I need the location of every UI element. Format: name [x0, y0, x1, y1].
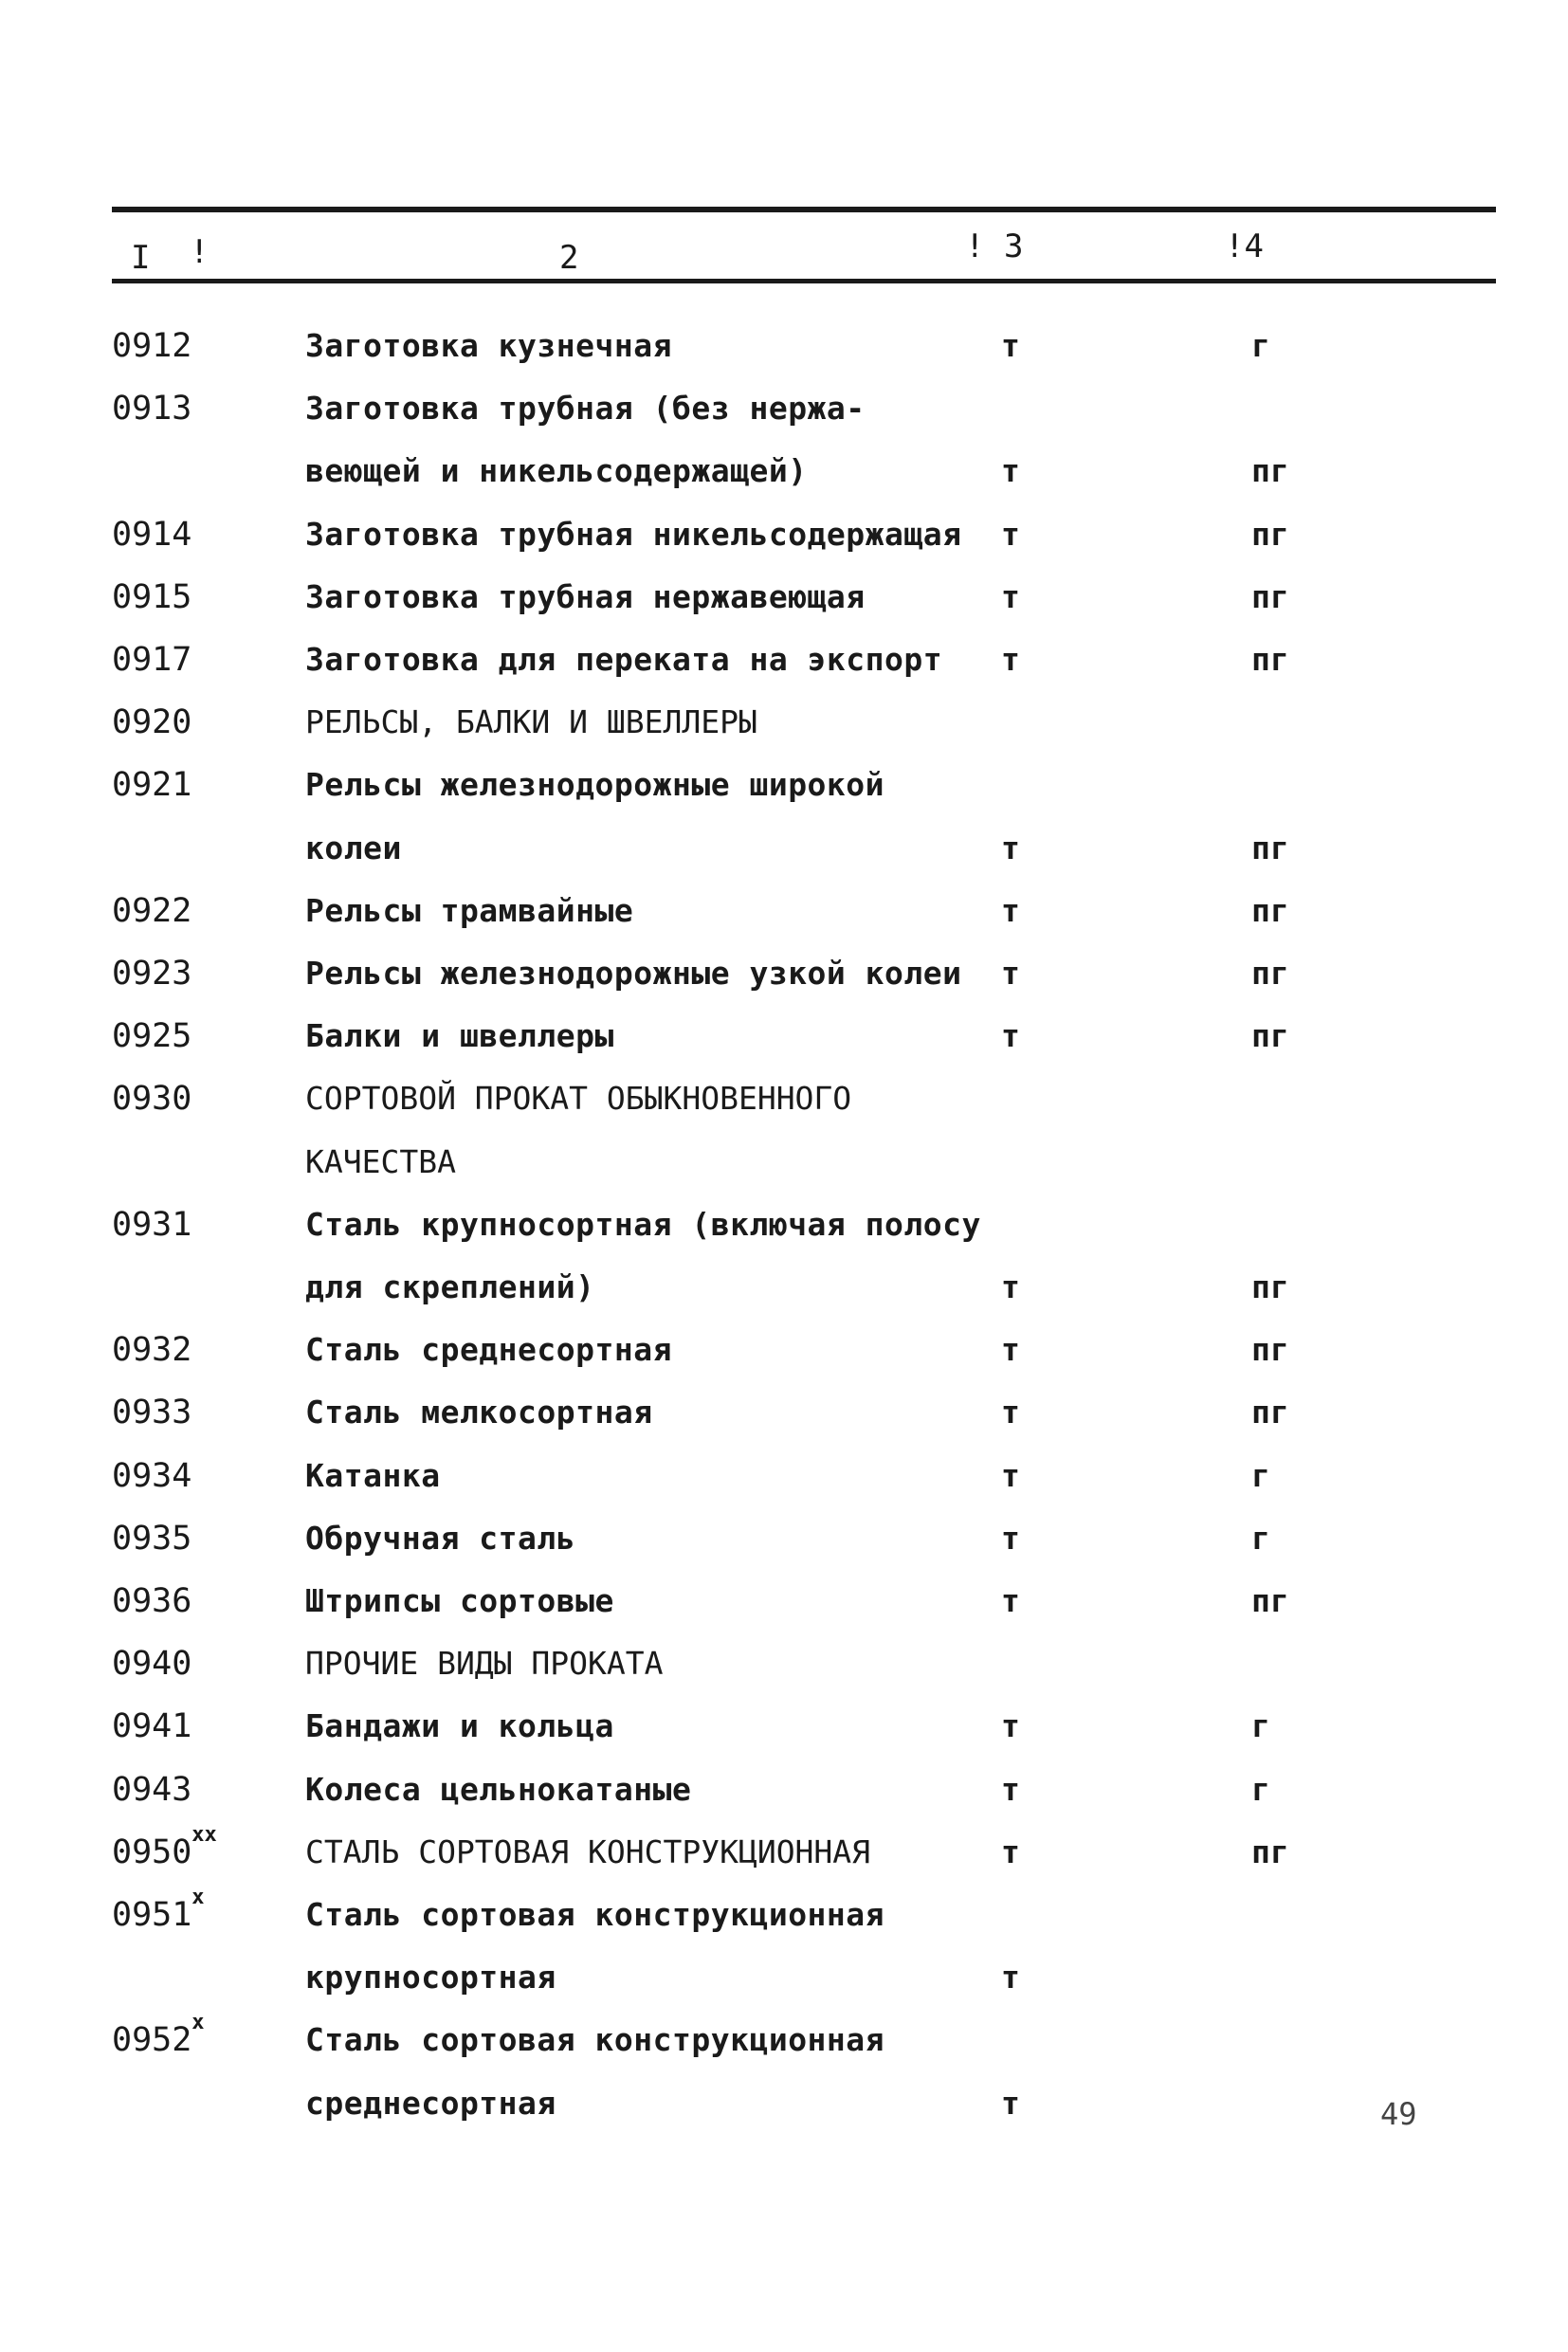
- table-row: [0, 1077, 1568, 1140]
- row-code-text: 0917: [112, 641, 192, 679]
- table-row: [0, 1642, 1568, 1705]
- row-code-text: 0915: [112, 577, 192, 616]
- row-name: веющей и никельсодержащей): [305, 452, 808, 490]
- row-code-footnote-mark: xx: [191, 1822, 217, 1847]
- table-row: [0, 1014, 1568, 1077]
- row-name: Колеса цельнокатаные: [305, 1770, 692, 1808]
- row-name: крупносортная: [305, 1959, 556, 1996]
- row-unit: т: [1001, 1582, 1020, 1619]
- table-row: [0, 701, 1568, 763]
- row-code-footnote-mark: x: [191, 1886, 205, 1909]
- column-header-2: 2: [559, 239, 579, 277]
- table-row: [0, 1886, 1568, 1956]
- row-code: [112, 1768, 191, 1812]
- table-header-rule: [112, 279, 1496, 283]
- row-code: [112, 1705, 191, 1748]
- table-row: [0, 1328, 1568, 1391]
- row-code-text: 0931: [112, 1205, 192, 1244]
- row-unit: т: [1001, 1770, 1020, 1808]
- table-row: [0, 763, 1568, 826]
- row-periodicity: г: [1251, 1456, 1270, 1494]
- row-name: Штрипсы сортовые: [305, 1582, 614, 1619]
- table-row: [0, 2011, 1568, 2081]
- row-periodicity: пг: [1251, 891, 1289, 929]
- row-code: [112, 1328, 191, 1372]
- row-code: [112, 513, 191, 556]
- row-name: Катанка: [305, 1456, 441, 1494]
- row-code: [112, 952, 191, 995]
- row-name: КАЧЕСТВА: [305, 1142, 456, 1180]
- table-row: [0, 1705, 1568, 1767]
- row-periodicity: пг: [1251, 452, 1289, 490]
- table-row: [0, 1822, 1568, 1893]
- row-code-text: 0923: [112, 955, 192, 993]
- row-code: [112, 1391, 191, 1434]
- row-code-text: 0925: [112, 1017, 192, 1056]
- row-name: Заготовка трубная никельсодержащая: [305, 515, 962, 553]
- row-code: [112, 1203, 191, 1247]
- row-name: Сталь крупносортная (включая полосу: [305, 1205, 981, 1243]
- row-code-text: 0920: [112, 703, 192, 742]
- table-row: [0, 638, 1568, 701]
- table-top-rule: [112, 207, 1496, 212]
- page-number: 49: [1380, 2096, 1417, 2132]
- row-code-text: 0952: [112, 2021, 192, 2060]
- table-row: [0, 2082, 1568, 2144]
- row-code-text: 0936: [112, 1582, 192, 1620]
- row-code: [112, 387, 191, 430]
- row-code: [112, 2011, 205, 2062]
- row-periodicity: пг: [1251, 1582, 1289, 1619]
- row-unit: т: [1001, 1456, 1020, 1494]
- row-code-footnote-mark: x: [191, 2011, 205, 2035]
- table-row: [0, 387, 1568, 449]
- column-header-3: ! 3: [965, 228, 1024, 265]
- row-unit: т: [1001, 452, 1020, 490]
- table-row: [0, 513, 1568, 575]
- row-periodicity: пг: [1251, 577, 1289, 615]
- row-name: Сталь сортовая конструкционная: [305, 1896, 885, 1933]
- table-row: [0, 324, 1568, 387]
- row-code: [112, 701, 191, 744]
- row-code: [112, 1579, 191, 1623]
- row-periodicity: пг: [1251, 829, 1289, 866]
- row-code-text: 0932: [112, 1331, 192, 1370]
- row-code-text: 0933: [112, 1394, 192, 1432]
- row-unit: т: [1001, 1707, 1020, 1745]
- row-code-text: 0930: [112, 1080, 192, 1119]
- row-code: [112, 638, 191, 682]
- column-header-4: !4: [1225, 228, 1264, 265]
- row-periodicity: пг: [1251, 1394, 1289, 1431]
- row-name: Рельсы железнодорожные широкой: [305, 766, 885, 804]
- row-name: ПРОЧИЕ ВИДЫ ПРОКАТА: [305, 1645, 664, 1683]
- row-periodicity: пг: [1251, 1017, 1289, 1055]
- row-periodicity: г: [1251, 327, 1270, 364]
- row-periodicity: пг: [1251, 1331, 1289, 1369]
- table-row: [0, 1140, 1568, 1203]
- row-unit: т: [1001, 327, 1020, 364]
- row-code: [112, 1454, 191, 1498]
- table-row: [0, 952, 1568, 1014]
- table-row: [0, 1391, 1568, 1453]
- row-unit: т: [1001, 1331, 1020, 1369]
- row-code-text: 0934: [112, 1456, 192, 1495]
- row-unit: т: [1001, 955, 1020, 992]
- row-name: Заготовка для переката на экспорт: [305, 641, 943, 678]
- row-periodicity: пг: [1251, 515, 1289, 553]
- table-row: [0, 1768, 1568, 1831]
- row-name: Рельсы трамвайные: [305, 891, 634, 929]
- row-code-text: 0943: [112, 1770, 192, 1809]
- table-row: [0, 827, 1568, 889]
- row-name: Заготовка трубная нержавеющая: [305, 577, 866, 615]
- row-name: СОРТОВОЙ ПРОКАТ ОБЫКНОВЕННОГО: [305, 1080, 852, 1118]
- row-periodicity: г: [1251, 1519, 1270, 1557]
- row-code-text: 0914: [112, 515, 192, 554]
- row-name: РЕЛЬСЫ, БАЛКИ И ШВЕЛЛЕРЫ: [305, 703, 757, 741]
- row-unit: т: [1001, 1832, 1020, 1870]
- row-unit: т: [1001, 641, 1020, 678]
- table-row: [0, 1454, 1568, 1517]
- row-unit: т: [1001, 829, 1020, 866]
- column-header-1: I: [131, 239, 151, 277]
- row-periodicity: пг: [1251, 1268, 1289, 1305]
- row-code: [112, 324, 191, 368]
- row-name: Рельсы железнодорожные узкой колеи: [305, 955, 962, 992]
- row-code-text: 0913: [112, 390, 192, 428]
- row-code-text: 0912: [112, 327, 192, 365]
- row-code: [112, 889, 191, 933]
- row-unit: т: [1001, 577, 1020, 615]
- column-separator: !: [190, 233, 210, 271]
- row-unit: т: [1001, 1959, 1020, 1996]
- row-code: [112, 1517, 191, 1560]
- row-unit: т: [1001, 1268, 1020, 1305]
- row-code: [112, 1822, 217, 1874]
- row-unit: т: [1001, 891, 1020, 929]
- row-code: [112, 1642, 191, 1686]
- row-unit: т: [1001, 1394, 1020, 1431]
- row-code-text: 0941: [112, 1707, 192, 1746]
- row-name: для скреплений): [305, 1268, 595, 1305]
- table-row: [0, 1203, 1568, 1266]
- table-row: [0, 1579, 1568, 1642]
- row-code: [112, 763, 191, 807]
- row-name: Бандажи и кольца: [305, 1707, 614, 1745]
- row-periodicity: г: [1251, 1770, 1270, 1808]
- row-name: Сталь сортовая конструкционная: [305, 2021, 885, 2059]
- row-name: Заготовка трубная (без нержа-: [305, 390, 866, 428]
- row-periodicity: г: [1251, 1707, 1270, 1745]
- row-name: Сталь среднесортная: [305, 1331, 672, 1369]
- row-code: [112, 1077, 191, 1121]
- row-periodicity: пг: [1251, 1832, 1289, 1870]
- row-code-text: 0951: [112, 1896, 192, 1934]
- row-name: Обручная сталь: [305, 1519, 576, 1557]
- table-row: [0, 449, 1568, 512]
- table-row: [0, 1266, 1568, 1328]
- row-code-text: 0940: [112, 1645, 192, 1684]
- row-code-text: 0922: [112, 891, 192, 930]
- row-name: Балки и швеллеры: [305, 1017, 614, 1055]
- row-code-text: 0921: [112, 766, 192, 805]
- row-periodicity: пг: [1251, 955, 1289, 992]
- row-name: Сталь мелкосортная: [305, 1394, 653, 1431]
- table-row: [0, 575, 1568, 638]
- row-code-text: 0935: [112, 1519, 192, 1558]
- table-row: [0, 889, 1568, 952]
- table-row: [0, 1956, 1568, 2018]
- row-unit: т: [1001, 1017, 1020, 1055]
- row-name: колеи: [305, 829, 402, 866]
- row-periodicity: пг: [1251, 641, 1289, 678]
- row-unit: т: [1001, 2084, 1020, 2122]
- row-unit: т: [1001, 1519, 1020, 1557]
- row-code: [112, 575, 191, 619]
- row-code: [112, 1014, 191, 1058]
- row-name: среднесортная: [305, 2084, 556, 2122]
- row-name: СТАЛЬ СОРТОВАЯ КОНСТРУКЦИОННАЯ: [305, 1832, 871, 1870]
- row-name: Заготовка кузнечная: [305, 327, 672, 364]
- row-code-text: 0950: [112, 1832, 192, 1871]
- table-row: [0, 1517, 1568, 1579]
- row-code: [112, 1886, 205, 1937]
- row-unit: т: [1001, 515, 1020, 553]
